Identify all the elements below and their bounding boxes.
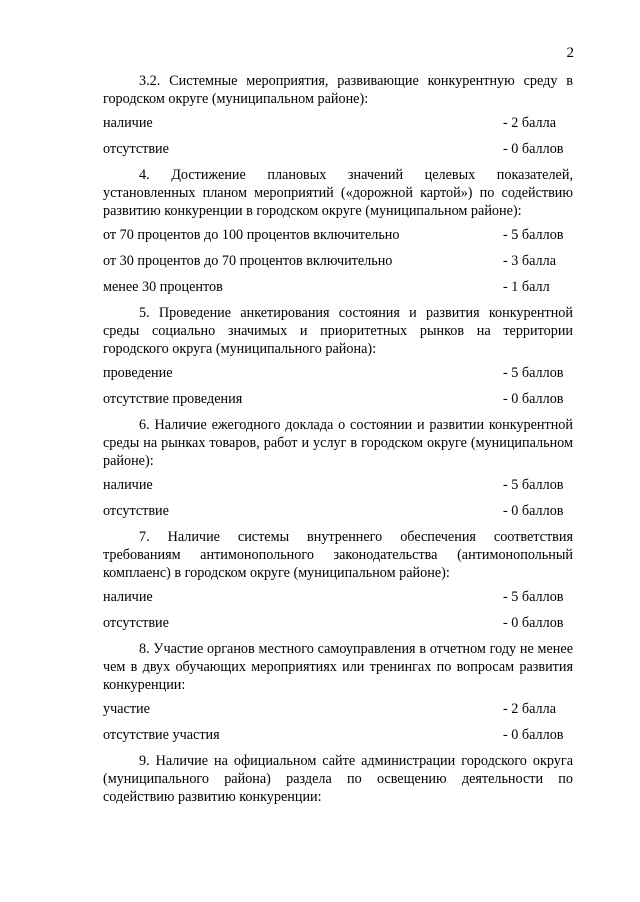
criterion-score: - 0 баллов xyxy=(503,141,564,157)
criterion-label: отсутствие xyxy=(103,615,169,631)
criterion-label: участие xyxy=(103,701,150,717)
criterion-score: - 2 балла xyxy=(503,701,557,717)
criterion-score: - 5 баллов xyxy=(503,477,564,493)
section-heading: 7. Наличие системы внутреннего обеспечения соответствия требованиям антимонопольного законодательства (антимонопольный комплаенс) в городском округе (муниципальном районе): xyxy=(103,529,573,581)
criterion-score: - 5 баллов xyxy=(503,589,564,605)
criterion-row xyxy=(103,278,573,296)
section-heading: 3.2. Системные мероприятия, развивающие конкурентную среду в городском округе (муниципальном районе): xyxy=(103,73,573,107)
criterion-row xyxy=(103,252,573,270)
criterion-label: наличие xyxy=(103,477,153,493)
criterion-row xyxy=(103,140,573,158)
criterion-row xyxy=(103,700,573,718)
section-heading: 8. Участие органов местного самоуправления в отчетном году не менее чем в двух обучающих мероприятиях или тренингах по вопросам развития конкуренции: xyxy=(103,641,573,693)
criterion-row xyxy=(103,364,573,382)
criterion-label: от 70 процентов до 100 процентов включительно xyxy=(103,227,400,243)
criterion-score: - 5 баллов xyxy=(503,365,564,381)
criterion-score: - 0 баллов xyxy=(503,503,564,519)
criterion-row xyxy=(103,476,573,494)
criterion-row xyxy=(103,614,573,632)
criterion-row xyxy=(103,502,573,520)
criterion-row xyxy=(103,726,573,744)
section-heading: 6. Наличие ежегодного доклада о состоянии и развитии конкурентной среды на рынках товаров, работ и услуг в городском округе (муниципальном районе): xyxy=(103,417,573,469)
criterion-row xyxy=(103,114,573,132)
criterion-score: - 5 баллов xyxy=(503,227,564,243)
criterion-label: от 30 процентов до 70 процентов включительно xyxy=(103,253,393,269)
criterion-label: менее 30 процентов xyxy=(103,279,223,295)
criterion-label: проведение xyxy=(103,365,173,381)
criterion-score: - 0 баллов xyxy=(503,727,564,743)
criterion-label: отсутствие xyxy=(103,141,169,157)
criterion-label: отсутствие участия xyxy=(103,727,220,743)
criterion-row xyxy=(103,588,573,606)
page-number: 2 xyxy=(566,45,574,61)
section-heading: 4. Достижение плановых значений целевых показателей, установленных планом мероприятий («дорожной картой») по содействию развитию конкуренции в городском округе (муниципальном районе): xyxy=(103,167,573,219)
criterion-score: - 3 балла xyxy=(503,253,557,269)
criterion-label: наличие xyxy=(103,589,153,605)
section-heading: 5. Проведение анкетирования состояния и развития конкурентной среды социально значимых и приоритетных рынков на территории городского округа (муниципального района): xyxy=(103,305,573,357)
criterion-score: - 0 баллов xyxy=(503,615,564,631)
criterion-score: - 0 баллов xyxy=(503,391,564,407)
criterion-label: отсутствие xyxy=(103,503,169,519)
criterion-row xyxy=(103,226,573,244)
criterion-score: - 2 балла xyxy=(503,115,557,131)
criterion-score: - 1 балл xyxy=(503,279,550,295)
document-body xyxy=(103,72,573,812)
criterion-label: наличие xyxy=(103,115,153,131)
criterion-row xyxy=(103,390,573,408)
criterion-label: отсутствие проведения xyxy=(103,391,243,407)
section-heading: 9. Наличие на официальном сайте администрации городского округа (муниципального района) раздела по освещению деятельности по содействию развитию конкуренции: xyxy=(103,753,573,805)
